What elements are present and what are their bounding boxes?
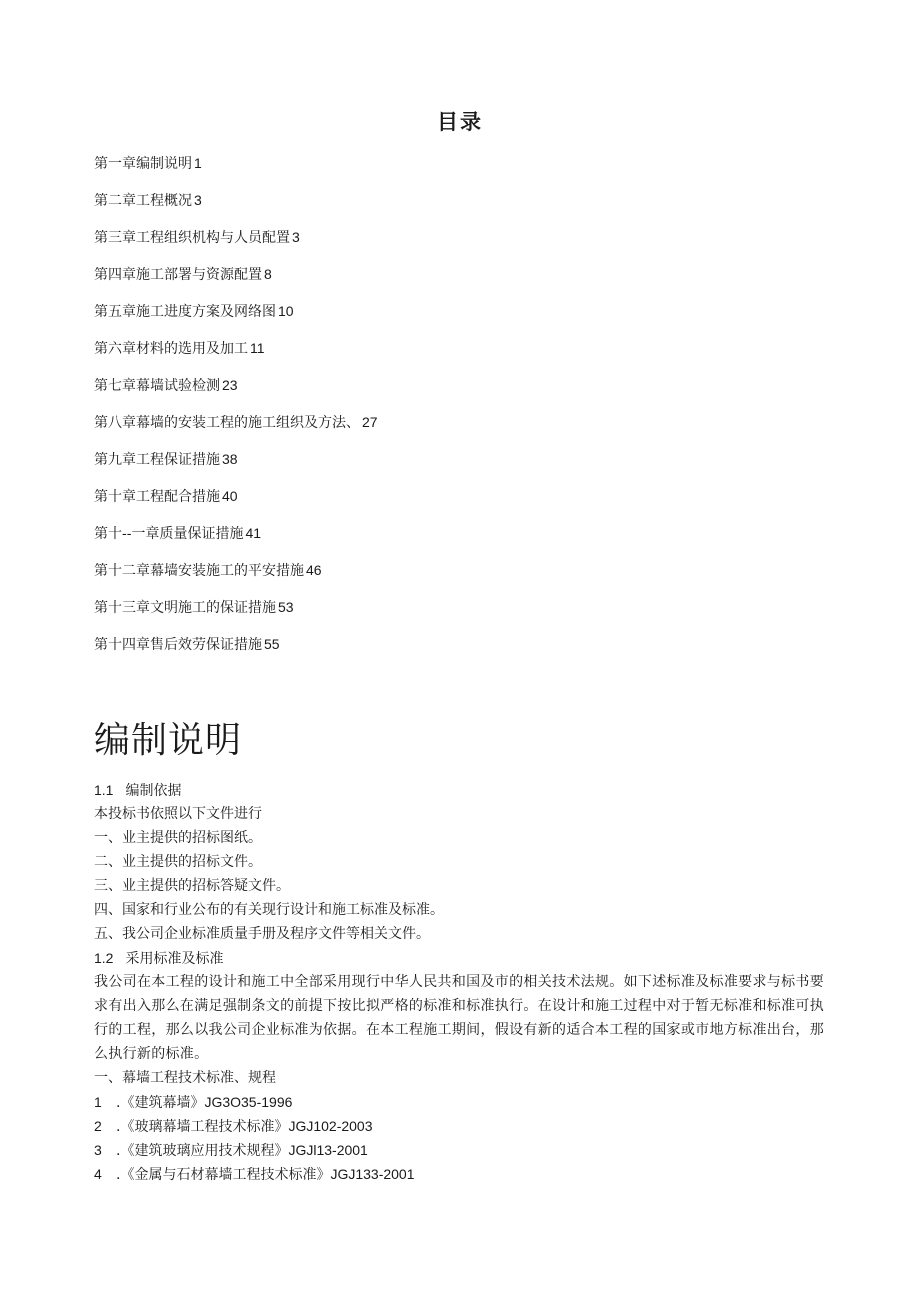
toc-item-page: 53 bbox=[278, 599, 294, 615]
toc-item-label: 第十章工程配合措施 bbox=[94, 489, 220, 505]
reference-item bbox=[94, 1114, 824, 1138]
reference-code: JGJl13-2001 bbox=[288, 1142, 368, 1158]
toc-item-page: 23 bbox=[222, 377, 238, 393]
reference-title: .《玻璃幕墙工程技术标准》 bbox=[116, 1119, 289, 1135]
basis-item: 五、我公司企业标准质量手册及程序文件等相关文件。 bbox=[94, 926, 430, 942]
section-heading: 编制说明 bbox=[94, 720, 243, 761]
toc-item-page: 40 bbox=[222, 488, 238, 504]
subsection-title: 采用标准及标准 bbox=[125, 951, 224, 967]
reference-item bbox=[94, 1138, 824, 1162]
reference-item bbox=[94, 1090, 824, 1114]
toc-item-label: 第十二章幕墙安装施工的平安措施 bbox=[94, 563, 304, 579]
reference-index: 2 bbox=[94, 1118, 102, 1134]
toc-item[interactable] bbox=[94, 446, 854, 483]
toc-item[interactable] bbox=[94, 557, 854, 594]
subsection-number: 1.1 bbox=[94, 782, 114, 798]
toc-item[interactable] bbox=[94, 372, 854, 409]
reference-index: 4 bbox=[94, 1166, 102, 1182]
reference-index: 3 bbox=[94, 1142, 102, 1158]
toc-item[interactable] bbox=[94, 187, 854, 224]
toc-item-label: 第八章幕墙的安装工程的施工组织及方法、 bbox=[94, 415, 360, 431]
toc-title: 目录 bbox=[437, 110, 483, 134]
standards-paragraph: 我公司在本工程的设计和施工中全部采用现行中华人民共和国及市的相关技术法规。如下述标准及标准要求与标书要求有出入那么在满足强制条文的前提下按比拟严格的标准和标准执行。在设计和施工过程中对于暂无标准和标准可执行的工程，那么以我公司企业标准为依据。在本工程施工期间，假设有新的适合本工程的国家或市地方标准出台，那么执行新的标准。 bbox=[94, 974, 824, 1062]
intro-text: 本投标书依照以下文件进行 bbox=[94, 806, 262, 822]
reference-item bbox=[94, 1162, 824, 1186]
list-heading: 一、幕墙工程技术标准、规程 bbox=[94, 1070, 276, 1086]
reference-index: 1 bbox=[94, 1094, 102, 1110]
section-body bbox=[94, 778, 824, 1186]
toc-item-page: 46 bbox=[306, 562, 322, 578]
toc-item[interactable] bbox=[94, 224, 854, 261]
toc-item-page: 1 bbox=[194, 155, 202, 171]
basis-item: 二、业主提供的招标文件。 bbox=[94, 854, 262, 870]
toc-item[interactable] bbox=[94, 409, 854, 446]
toc-item[interactable] bbox=[94, 298, 854, 335]
basis-item: 一、业主提供的招标图纸。 bbox=[94, 830, 262, 846]
reference-code: JGJ133-2001 bbox=[330, 1166, 415, 1182]
toc-item[interactable] bbox=[94, 150, 854, 187]
toc-item-page: 3 bbox=[292, 229, 300, 245]
toc-item-label: 第七章幕墙试验检测 bbox=[94, 378, 220, 394]
toc-item-label: 第九章工程保证措施 bbox=[94, 452, 220, 468]
toc-item[interactable] bbox=[94, 335, 854, 372]
reference-title: .《金属与石材幕墙工程技术标准》 bbox=[116, 1167, 331, 1183]
toc-item-label: 第六章材料的选用及加工 bbox=[94, 341, 248, 357]
basis-item: 四、国家和行业公布的有关现行设计和施工标准及标准。 bbox=[94, 902, 444, 918]
toc-item-page: 38 bbox=[222, 451, 238, 467]
subsection-title: 编制依据 bbox=[125, 783, 182, 799]
toc-item-label: 第一章编制说明 bbox=[94, 156, 192, 172]
toc-item-label: 第五章施工进度方案及网络图 bbox=[94, 304, 276, 320]
toc-item-label: 第二章工程概况 bbox=[94, 193, 192, 209]
reference-title: .《建筑玻璃应用技术规程》 bbox=[116, 1143, 289, 1159]
toc-item-page: 55 bbox=[264, 636, 280, 652]
toc-item[interactable] bbox=[94, 483, 854, 520]
subsection-heading bbox=[94, 946, 824, 970]
toc-item-label: 第十--一章质量保证措施 bbox=[94, 526, 244, 542]
reference-code: JG3O35-1996 bbox=[204, 1094, 293, 1110]
toc-item[interactable] bbox=[94, 631, 854, 668]
toc-item-page: 3 bbox=[194, 192, 202, 208]
toc-list bbox=[94, 150, 854, 668]
toc-item[interactable] bbox=[94, 261, 854, 298]
toc-item-label: 第十四章售后效劳保证措施 bbox=[94, 637, 262, 653]
toc-item[interactable] bbox=[94, 520, 854, 557]
subsection-heading bbox=[94, 778, 824, 802]
toc-item-label: 第四章施工部署与资源配置 bbox=[94, 267, 262, 283]
toc-item-label: 第三章工程组织机构与人员配置 bbox=[94, 230, 290, 246]
reference-code: JGJ102-2003 bbox=[288, 1118, 373, 1134]
toc-item-label: 第十三章文明施工的保证措施 bbox=[94, 600, 276, 616]
toc-item-page: 27 bbox=[362, 414, 378, 430]
toc-item-page: 10 bbox=[278, 303, 294, 319]
toc-item-page: 41 bbox=[245, 525, 262, 541]
basis-item: 三、业主提供的招标答疑文件。 bbox=[94, 878, 290, 894]
toc-item[interactable] bbox=[94, 594, 854, 631]
subsection-number: 1.2 bbox=[94, 950, 114, 966]
toc-item-page: 8 bbox=[264, 266, 272, 282]
reference-title: .《建筑幕墙》 bbox=[116, 1095, 205, 1111]
toc-item-page: 11 bbox=[250, 340, 265, 356]
